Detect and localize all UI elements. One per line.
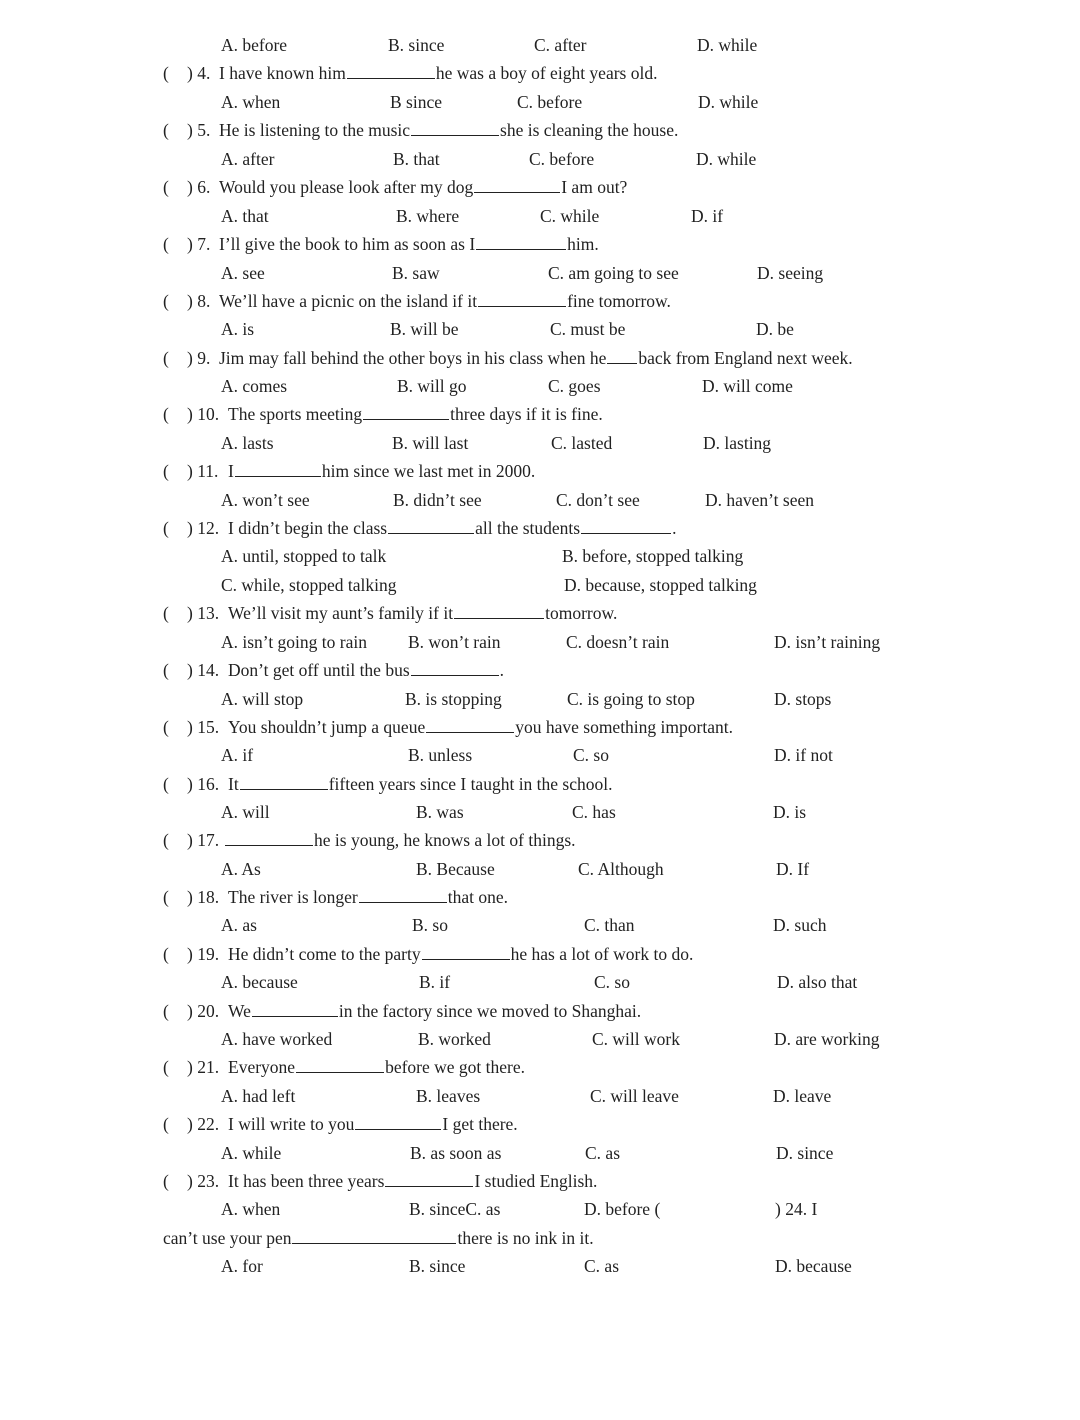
q15-options [0,742,1080,768]
q17-number: ) 17. [187,830,220,850]
q19-options [0,969,1080,995]
q12-option-c: C. while, stopped talking [221,575,397,595]
q8-blank[interactable] [478,288,566,307]
q19-option-c: C. so [594,972,630,992]
q22-option-d: D. since [776,1143,834,1163]
q12-option-d: D. because, stopped talking [564,575,757,595]
q13-text-after: tomorrow. [545,603,618,623]
q22-option-a: A. while [221,1143,282,1163]
q19-stem [0,941,1080,967]
q14-text-after: . [499,660,505,680]
q12-text-middle: all the students [475,518,581,538]
q3-option-c: C. after [534,35,587,55]
q18-option-b: B. so [412,915,448,935]
q7-number: ) 7. [187,234,211,254]
q5-stem [0,117,1080,143]
q18-blank[interactable] [359,884,447,903]
q13-blank[interactable] [454,600,544,619]
q23-text-after: I studied English. [474,1171,598,1191]
q21-text-before: Everyone [228,1057,296,1077]
q10-paren: ( [163,404,169,424]
q21-options [0,1083,1080,1109]
q6-option-c: C. while [540,206,600,226]
q12-text-after: . [672,518,677,538]
q18-options [0,912,1080,938]
q16-stem [0,771,1080,797]
q23-option-a: A. when [221,1199,281,1219]
q4-option-a: A. when [221,92,281,112]
q18-text-before: The river is longer [228,887,358,907]
q8-paren: ( [163,291,169,311]
q20-blank[interactable] [252,998,338,1017]
q15-stem [0,714,1080,740]
q15-paren: ( [163,717,169,737]
q7-text-before: I’ll give the book to him as soon as I [219,234,476,254]
q12-option-b: B. before, stopped talking [562,546,744,566]
q10-option-c: C. lasted [551,433,613,453]
q20-option-b: B. worked [418,1029,491,1049]
q13-stem [0,600,1080,626]
q24-text-after: there is no ink in it. [457,1228,594,1248]
q21-stem [0,1054,1080,1080]
q10-options [0,430,1080,456]
q6-option-a: A. that [221,206,269,226]
q9-option-d: D. will come [702,376,793,396]
q6-text-after: I am out? [561,177,628,197]
q15-text-before: You shouldn’t jump a queue [228,717,426,737]
q21-blank[interactable] [296,1054,384,1073]
q10-text-before: The sports meeting [228,404,363,424]
q5-option-a: A. after [221,149,275,169]
q7-paren: ( [163,234,169,254]
q19-option-a: A. because [221,972,298,992]
q9-options [0,373,1080,399]
q24-text-before: can’t use your pen [163,1228,292,1248]
q15-option-a: A. if [221,745,254,765]
q4-text-after: he was a boy of eight years old. [435,63,658,83]
q20-paren: ( [163,1001,169,1021]
q5-option-d: D. while [696,149,757,169]
q15-blank[interactable] [426,714,514,733]
q19-number: ) 19. [187,944,220,964]
q14-paren: ( [163,660,169,680]
q13-option-a: A. isn’t going to rain [221,632,367,652]
q7-blank[interactable] [476,231,566,250]
q5-option-c: C. before [529,149,595,169]
q10-option-a: A. lasts [221,433,274,453]
q18-paren: ( [163,887,169,907]
q23-options [0,1196,1080,1222]
q16-option-b: B. was [416,802,464,822]
q22-text-before: I will write to you [228,1114,355,1134]
q9-option-a: A. comes [221,376,288,396]
q16-blank[interactable] [240,771,328,790]
q22-option-c: C. as [585,1143,620,1163]
q11-option-a: A. won’t see [221,490,310,510]
q24-stem [0,1225,1080,1251]
q9-number: ) 9. [187,348,211,368]
q12-blank-2[interactable] [581,515,671,534]
q14-text-before: Don’t get off until the bus [228,660,410,680]
q22-number: ) 22. [187,1114,220,1134]
q12-number: ) 12. [187,518,220,538]
q10-option-d: D. lasting [703,433,772,453]
q20-text-after: in the factory since we moved to Shanghai. [338,1001,642,1021]
q6-stem [0,174,1080,200]
q7-text-after: him. [567,234,599,254]
q17-options [0,856,1080,882]
q15-option-d: D. if not [774,745,833,765]
q16-option-a: A. will [221,802,270,822]
q13-number: ) 13. [187,603,220,623]
q19-option-b: B. if [419,972,451,992]
q6-text-before: Would you please look after my dog [219,177,474,197]
q7-option-c: C. am going to see [548,263,679,283]
q7-option-a: A. see [221,263,265,283]
q5-options [0,146,1080,172]
q17-text-after: he is young, he knows a lot of things. [314,830,576,850]
q4-number: ) 4. [187,63,211,83]
q13-options [0,629,1080,655]
q10-number: ) 10. [187,404,220,424]
q22-option-b: B. as soon as [410,1143,502,1163]
q18-text-after: that one. [447,887,509,907]
q17-blank[interactable] [225,827,313,846]
q22-options [0,1140,1080,1166]
q11-text-after: him since we last met in 2000. [321,461,536,481]
q14-number: ) 14. [187,660,220,680]
q22-paren: ( [163,1114,169,1134]
q22-text-after: I get there. [442,1114,518,1134]
q10-text-after: three days if it is fine. [450,404,603,424]
q9-blank[interactable] [607,345,637,364]
q14-blank[interactable] [411,657,499,676]
q12-text-before: I didn’t begin the class [228,518,388,538]
q11-options [0,487,1080,513]
q16-option-d: D. is [773,802,807,822]
q24-number: ) 24. I [775,1199,818,1219]
q6-paren: ( [163,177,169,197]
q20-text-before: We [228,1001,251,1021]
q9-option-c: C. goes [548,376,601,396]
q18-option-d: D. such [773,915,827,935]
q3-option-a: A. before [221,35,288,55]
q4-paren: ( [163,63,169,83]
q3-option-d: D. while [697,35,758,55]
q11-paren: ( [163,461,169,481]
q5-option-b: B. that [393,149,440,169]
q20-option-d: D. are working [774,1029,880,1049]
q23-option-d: D. before ( [584,1199,661,1219]
q10-stem [0,401,1080,427]
q4-option-c: C. before [517,92,583,112]
q17-stem [0,827,1080,853]
q14-option-d: D. stops [774,689,832,709]
q8-option-d: D. be [756,319,794,339]
q5-number: ) 5. [187,120,211,140]
q19-option-d: D. also that [777,972,858,992]
q21-option-c: C. will leave [590,1086,679,1106]
q14-options [0,686,1080,712]
q13-text-before: We’ll visit my aunt’s family if it [228,603,454,623]
q9-option-b: B. will go [397,376,467,396]
q5-text-after: she is cleaning the house. [500,120,679,140]
q6-options [0,203,1080,229]
q14-option-a: A. will stop [221,689,304,709]
q4-blank[interactable] [347,60,435,79]
q18-number: ) 18. [187,887,220,907]
q20-option-a: A. have worked [221,1029,333,1049]
q19-blank[interactable] [422,941,510,960]
q17-option-b: B. Because [416,859,495,879]
q8-option-c: C. must be [550,319,626,339]
q3-options [0,32,1080,58]
q7-option-b: B. saw [392,263,440,283]
q12-options-row1 [0,543,1080,569]
q11-blank[interactable] [235,458,321,477]
q17-option-d: D. If [776,859,810,879]
q21-option-d: D. leave [773,1086,832,1106]
q5-blank[interactable] [411,117,499,136]
q16-number: ) 16. [187,774,220,794]
q14-option-b: B. is stopping [405,689,502,709]
q13-paren: ( [163,603,169,623]
q8-option-b: B. will be [390,319,459,339]
q19-text-before: He didn’t come to the party [228,944,421,964]
q9-text-before: Jim may fall behind the other boys in his class when he [219,348,607,368]
q21-paren: ( [163,1057,169,1077]
q24-option-b: B. since [409,1256,466,1276]
q8-options [0,316,1080,342]
q12-paren: ( [163,518,169,538]
q13-option-b: B. won’t rain [408,632,501,652]
q19-text-after: he has a lot of work to do. [510,944,694,964]
q7-option-d: D. seeing [757,263,824,283]
q16-text-after: fifteen years since I taught in the school. [328,774,613,794]
q15-number: ) 15. [187,717,220,737]
q21-text-after: before we got there. [385,1057,525,1077]
q22-stem [0,1111,1080,1137]
q8-text-after: fine tomorrow. [567,291,671,311]
q11-number: ) 11. [187,461,219,481]
q20-number: ) 20. [187,1001,220,1021]
q24-option-d: D. because [775,1256,852,1276]
q6-number: ) 6. [187,177,211,197]
q3-option-b: B. since [388,35,445,55]
q23-number: ) 23. [187,1171,220,1191]
q6-option-b: B. where [396,206,460,226]
q10-option-b: B. will last [392,433,469,453]
q7-stem [0,231,1080,257]
q22-blank[interactable] [355,1111,441,1130]
q24-options [0,1253,1080,1279]
q15-option-c: C. so [573,745,609,765]
q11-option-d: D. haven’t seen [705,490,815,510]
q4-options [0,89,1080,115]
q20-stem [0,998,1080,1024]
q12-blank-1[interactable] [388,515,474,534]
q20-option-c: C. will work [592,1029,680,1049]
q11-option-c: C. don’t see [556,490,640,510]
q8-option-a: A. is [221,319,255,339]
q12-options-row2 [0,572,1080,598]
q24-option-c: C. as [584,1256,619,1276]
q23-stem [0,1168,1080,1194]
q17-option-c: C. Although [578,859,664,879]
q23-option-bc: B. sinceC. as [409,1199,501,1219]
q11-stem [0,458,1080,484]
q18-option-a: A. as [221,915,257,935]
q11-option-b: B. didn’t see [393,490,482,510]
q4-option-b: B since [390,92,443,112]
q9-text-after: back from England next week. [638,348,853,368]
q4-text-before: I have known him [219,63,346,83]
q24-blank[interactable] [292,1225,456,1244]
q11-text-before: I [228,461,234,481]
q23-text-before: It has been three years [228,1171,385,1191]
q9-paren: ( [163,348,169,368]
q20-options [0,1026,1080,1052]
q23-paren: ( [163,1171,169,1191]
q15-option-b: B. unless [408,745,473,765]
q21-number: ) 21. [187,1057,220,1077]
q13-option-d: D. isn’t raining [774,632,881,652]
q8-stem [0,288,1080,314]
q21-option-b: B. leaves [416,1086,481,1106]
q13-option-c: C. doesn’t rain [566,632,670,652]
q18-stem [0,884,1080,910]
q14-stem [0,657,1080,683]
q16-option-c: C. has [572,802,616,822]
q9-stem [0,345,1080,371]
q8-text-before: We’ll have a picnic on the island if it [219,291,478,311]
q17-option-a: A. As [221,859,261,879]
q16-text-before: It [228,774,239,794]
q4-option-d: D. while [698,92,759,112]
q5-paren: ( [163,120,169,140]
q19-paren: ( [163,944,169,964]
q16-options [0,799,1080,825]
q17-paren: ( [163,830,169,850]
q5-text-before: He is listening to the music [219,120,411,140]
q23-blank[interactable] [385,1168,473,1187]
q7-options [0,260,1080,286]
q6-blank[interactable] [474,174,560,193]
q8-number: ) 8. [187,291,211,311]
q15-text-after: you have something important. [515,717,733,737]
q6-option-d: D. if [691,206,724,226]
q21-option-a: A. had left [221,1086,296,1106]
q12-stem [0,515,1080,541]
q18-option-c: C. than [584,915,635,935]
q4-stem [0,60,1080,86]
q24-option-a: A. for [221,1256,263,1276]
q12-option-a: A. until, stopped to talk [221,546,387,566]
q16-paren: ( [163,774,169,794]
q10-blank[interactable] [363,401,449,420]
q14-option-c: C. is going to stop [567,689,695,709]
